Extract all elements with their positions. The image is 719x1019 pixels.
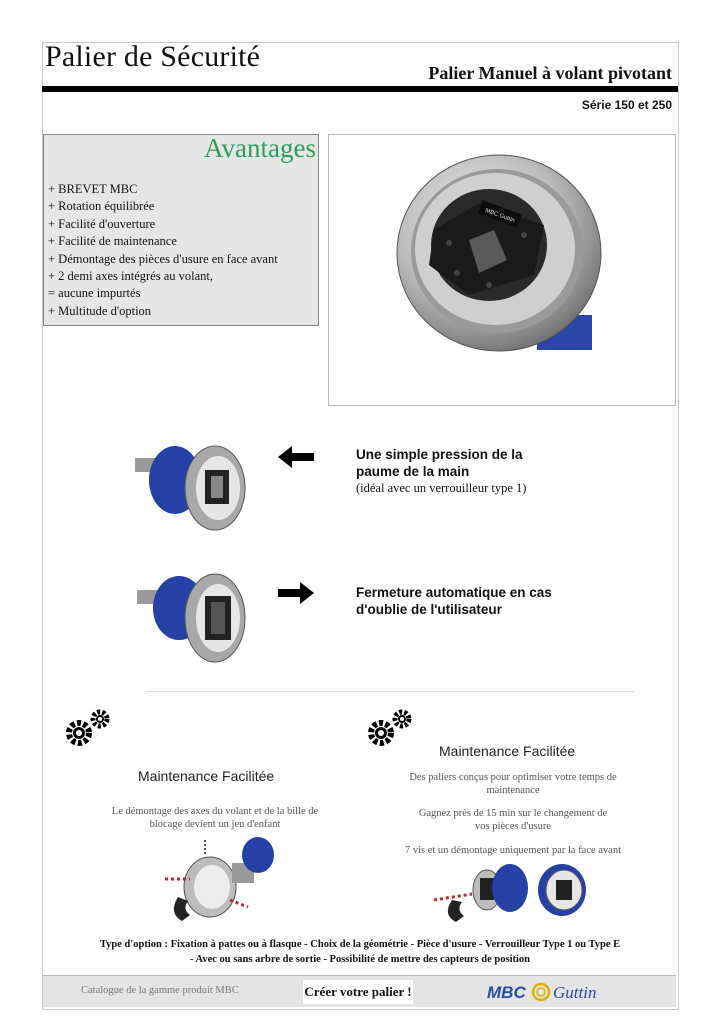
list-item: + BREVET MBC [48, 182, 138, 196]
disassembly-right-image [432, 860, 602, 926]
maintenance-left-line1: Le démontage des axes du volant et de la bille de [111, 806, 319, 817]
page-title: Palier de Sécurité [45, 40, 261, 73]
list-item: + Multitude d'option [48, 303, 152, 318]
maintenance-right-text1 [382, 771, 644, 797]
options-line1: Type d'option : Fixation à pattes ou à flasque - Choix de la géométrie - Pièce d'usure - Verrouilleur Type 1 ou Type E [99, 939, 621, 950]
disassembly-left-image [160, 835, 280, 925]
gears-icon [366, 708, 414, 748]
maintenance-right-title: Maintenance Facilitée [439, 743, 576, 759]
advantages-title: Avantages [204, 133, 316, 163]
list-item: + Facilité de maintenance [48, 234, 177, 249]
section-divider [146, 691, 634, 692]
maintenance-right-text2-line1: Gagnez près de 15 min sur le changement de [418, 808, 608, 819]
maintenance-left-title: Maintenance Facilitée [138, 768, 275, 784]
options-line2: - Avec ou sans arbre de sortie - Possibilité de mettre des capteurs de position [189, 954, 531, 965]
maintenance-right-text1-line1: Des paliers conçus pour optimiser votre temps de [409, 772, 617, 783]
maintenance-right-text2-line2: vos pièces d'usure [475, 821, 551, 832]
step-open-line2: paume de la main [356, 464, 470, 479]
create-bearing-button[interactable]: Créer votre palier ! [303, 980, 413, 1004]
bearing-open-image [130, 440, 250, 535]
step-close-line2: d'oublie de l'utilisateur [356, 602, 502, 617]
maintenance-right-text3: 7 vis et un démontage uniquement par la face avant [404, 845, 622, 856]
advantages-list [48, 181, 278, 320]
footer-catalog: Catalogue de la gamme produit MBC [81, 985, 239, 996]
step-close-line1: Fermeture automatique en cas [356, 585, 552, 600]
list-item: + 2 demi axes intégrés au volant, [48, 269, 213, 284]
product-photo-box [328, 134, 676, 406]
maintenance-left-line2: blocage devient un jeu d'enfant [149, 819, 281, 830]
series-label: Série 150 et 250 [581, 98, 672, 112]
list-item: + Facilité d'ouverture [48, 216, 156, 231]
page-subtitle: Palier Manuel à volant pivotant [428, 63, 672, 83]
logo-guttin-text: Guttin [553, 983, 597, 1002]
maintenance-right-text1-line2: maintenance [486, 785, 540, 796]
mbc-guttin-logo [483, 979, 623, 1005]
logo-mbc-text: MBC [487, 983, 526, 1002]
product-photo [329, 135, 675, 405]
footer-bar [43, 975, 676, 1007]
arrow-right-icon [278, 582, 314, 604]
step-open-line1: Une simple pression de la [356, 447, 523, 462]
list-item: + Démontage des pièces d'usure en face avant [48, 251, 278, 266]
photo-label: MBC Guttin [484, 207, 516, 225]
step-open-text [356, 446, 526, 497]
list-item: + Rotation équilibrée [48, 199, 155, 214]
arrow-left-icon [278, 446, 314, 468]
step-close-text [356, 584, 552, 618]
gears-icon [64, 708, 112, 748]
maintenance-left-text [85, 805, 345, 831]
title-rule [42, 86, 678, 92]
maintenance-right-text2 [382, 807, 644, 833]
step-open-note: (idéal avec un verrouilleur type 1) [356, 481, 527, 495]
list-item: = aucune impurtés [48, 286, 141, 301]
bearing-closed-image [135, 568, 255, 668]
advantages-box [43, 134, 319, 326]
